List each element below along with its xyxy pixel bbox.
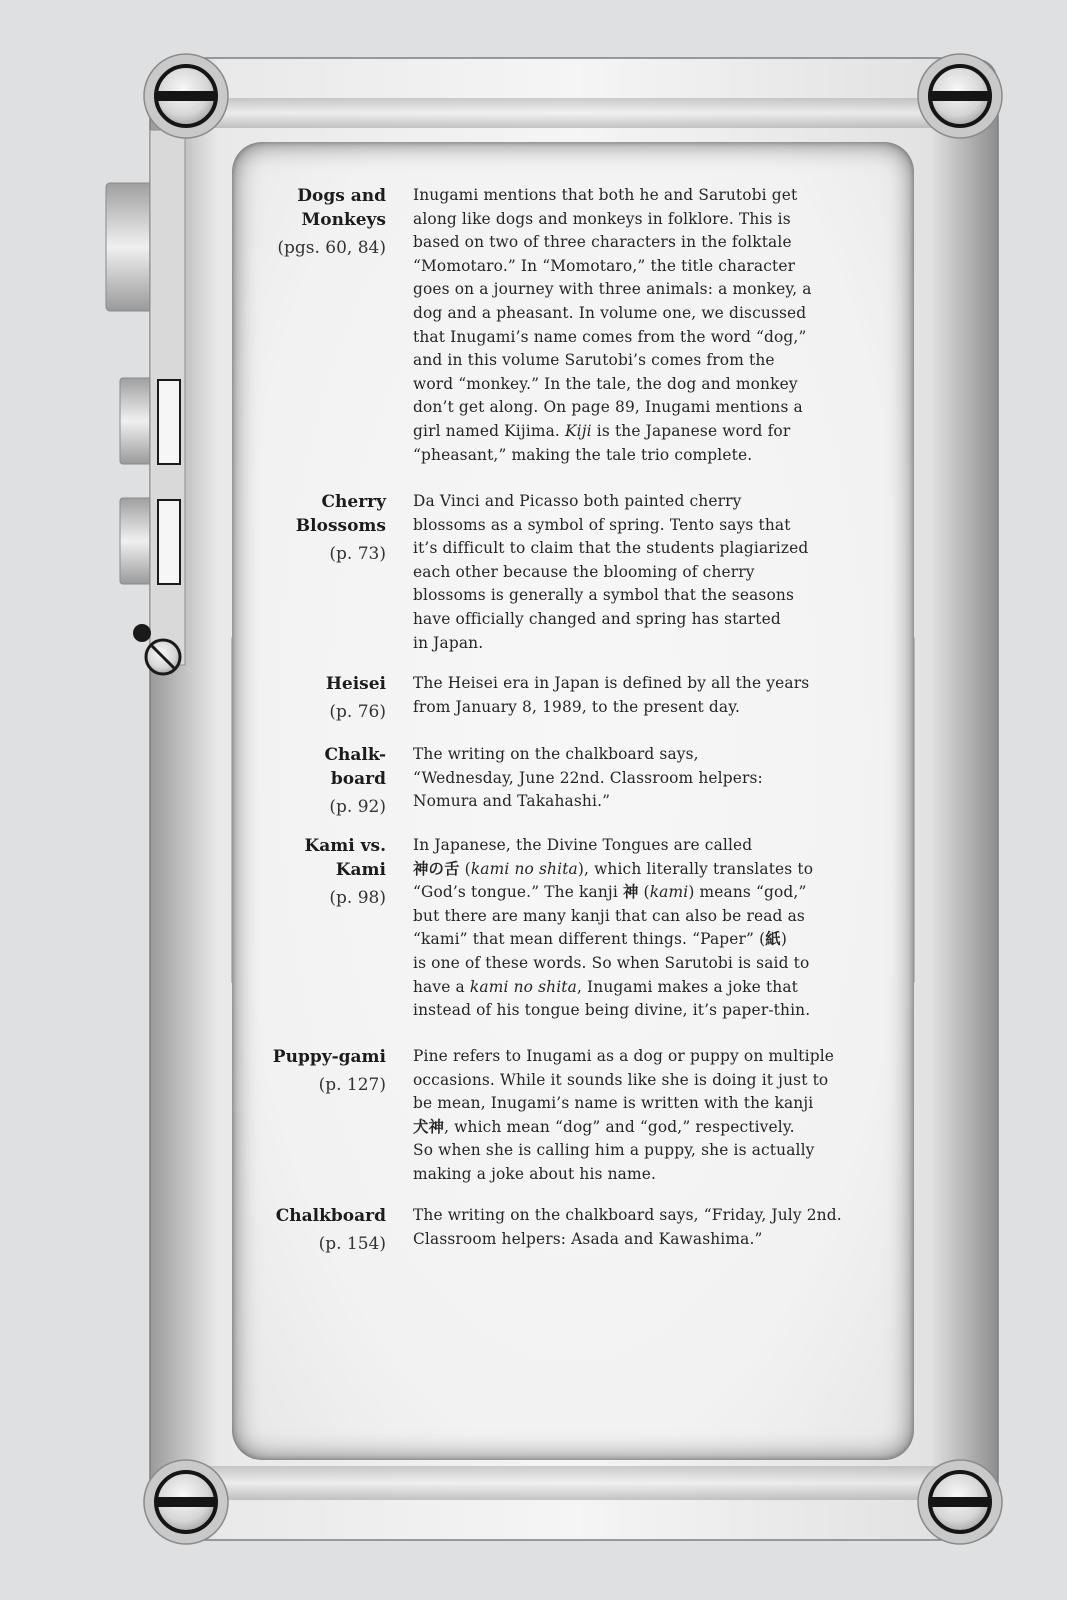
- text-line: it’s difficult to claim that the students plagiarized: [413, 539, 809, 558]
- note-term: [240, 743, 386, 819]
- text-fragment: girl named Kijima.: [413, 421, 560, 440]
- term-line: Cherry: [321, 492, 386, 512]
- kanji-term: 神: [622, 883, 639, 902]
- text-fragment: (: [643, 883, 650, 902]
- page-reference: (p. 76): [329, 702, 386, 722]
- text-line: that Inugami’s name comes from the word “dog,”: [413, 327, 807, 346]
- note-text: [413, 672, 873, 719]
- italic-term: kami: [649, 883, 689, 902]
- text-line: from January 8, 1989, to the present day.: [413, 697, 741, 716]
- note-term: [240, 672, 386, 724]
- text-fragment: ), which literally translates to: [577, 859, 814, 878]
- text-line: Classroom helpers: Asada and Kawashima.”: [413, 1229, 763, 1248]
- text-line: [413, 928, 873, 952]
- text-line: don’t get along. On page 89, Inugami mentions a: [413, 398, 803, 417]
- italic-term: kami no shita: [470, 859, 578, 878]
- kanji-term: 紙: [765, 930, 781, 949]
- page-reference: (p. 127): [318, 1075, 386, 1095]
- note-term: [240, 1204, 386, 1256]
- kanji-term: 犬神: [413, 1117, 445, 1136]
- italic-term: kami no shita: [469, 977, 577, 996]
- text-fragment: is the Japanese word for: [596, 421, 791, 440]
- text-line: The writing on the chalkboard says, “Friday, July 2nd.: [413, 1206, 842, 1224]
- text-line: So when she is calling him a puppy, she is actually: [413, 1141, 815, 1160]
- text-line: occasions. While it sounds like she is doing it just to: [413, 1070, 829, 1089]
- text-line: be mean, Inugami’s name is written with the kanji: [413, 1094, 814, 1113]
- text-line: blossoms as a symbol of spring. Tento says that: [413, 515, 791, 534]
- text-line: instead of his tongue being divine, it’s paper-thin.: [413, 1001, 811, 1020]
- text-line: but there are many kanji that can also be read as: [413, 906, 805, 925]
- note-term: [240, 490, 386, 566]
- note-term: [240, 184, 386, 260]
- term-line: Blossoms: [295, 516, 386, 536]
- text-line: “Wednesday, June 22nd. Classroom helpers:: [413, 768, 763, 787]
- term-line: Kami: [335, 860, 386, 880]
- text-fragment: , which mean “dog” and “god,” respectively.: [444, 1117, 795, 1136]
- text-line: Inugami mentions that both he and Sarutobi get: [413, 186, 798, 204]
- page-reference: (p. 154): [318, 1234, 386, 1254]
- term-line: Puppy-gami: [272, 1047, 386, 1067]
- text-line: based on two of three characters in the folktale: [413, 233, 792, 252]
- text-line: have officially changed and spring has started: [413, 609, 781, 628]
- text-line: In Japanese, the Divine Tongues are called: [413, 836, 753, 854]
- text-line: in Japan.: [413, 633, 484, 652]
- text-fragment: ): [780, 930, 787, 949]
- text-line: along like dogs and monkeys in folklore. This is: [413, 209, 791, 228]
- term-line: Heisei: [325, 674, 386, 694]
- text-line: [413, 976, 873, 1000]
- text-line: The writing on the chalkboard says,: [413, 745, 699, 763]
- note-text: [413, 743, 873, 814]
- note-text: [413, 1045, 873, 1187]
- text-fragment: “God’s tongue.” The kanji: [413, 883, 618, 902]
- term-line: Chalkboard: [275, 1206, 386, 1226]
- kanji-term: 神の舌: [413, 859, 460, 878]
- text-line: “pheasant,” making the tale trio complete.: [413, 445, 753, 464]
- text-fragment: ) means “god,”: [688, 883, 807, 902]
- text-line: Da Vinci and Picasso both painted cherry: [413, 492, 742, 510]
- text-line: The Heisei era in Japan is defined by all the years: [413, 674, 810, 692]
- term-line: board: [330, 769, 386, 789]
- text-line: goes on a journey with three animals: a monkey, a: [413, 280, 812, 299]
- term-line: Chalk-: [324, 745, 386, 765]
- text-line: and in this volume Sarutobi’s comes from the: [413, 351, 775, 370]
- note-text: [413, 490, 873, 655]
- text-fragment: , Inugami makes a joke that: [576, 977, 798, 996]
- text-line: word “monkey.” In the tale, the dog and monkey: [413, 374, 798, 393]
- text-line: Pine refers to Inugami as a dog or puppy on multiple: [413, 1047, 835, 1065]
- text-line: each other because the blooming of cherry: [413, 562, 755, 581]
- text-line: “Momotaro.” In “Momotaro,” the title character: [413, 256, 796, 275]
- page-reference: (p. 98): [329, 888, 386, 908]
- text-fragment: have a: [413, 977, 465, 996]
- term-line: Monkeys: [301, 210, 386, 230]
- text-line: blossoms is generally a symbol that the seasons: [413, 586, 794, 605]
- text-line: dog and a pheasant. In volume one, we discussed: [413, 303, 807, 322]
- note-term: [240, 1045, 386, 1097]
- note-term: [240, 834, 386, 910]
- page-reference: (pgs. 60, 84): [277, 238, 386, 258]
- text-fragment: (: [464, 859, 471, 878]
- text-line: [413, 881, 873, 905]
- text-line: Nomura and Takahashi.”: [413, 792, 611, 811]
- term-line: Kami vs.: [304, 836, 386, 856]
- text-line: making a joke about his name.: [413, 1164, 657, 1183]
- note-text: [413, 834, 873, 1023]
- page-reference: (p. 92): [329, 797, 386, 817]
- italic-term: Kiji: [565, 421, 592, 440]
- text-fragment: “kami” that mean different things. “Paper” (: [413, 930, 766, 949]
- note-text: [413, 184, 873, 467]
- text-line: is one of these words. So when Sarutobi is said to: [413, 953, 810, 972]
- note-text: [413, 1204, 873, 1251]
- page-reference: (p. 73): [329, 544, 386, 564]
- term-line: Dogs and: [297, 186, 386, 206]
- text-line: [413, 420, 873, 444]
- text-line: [413, 858, 873, 882]
- text-line: [413, 1116, 873, 1140]
